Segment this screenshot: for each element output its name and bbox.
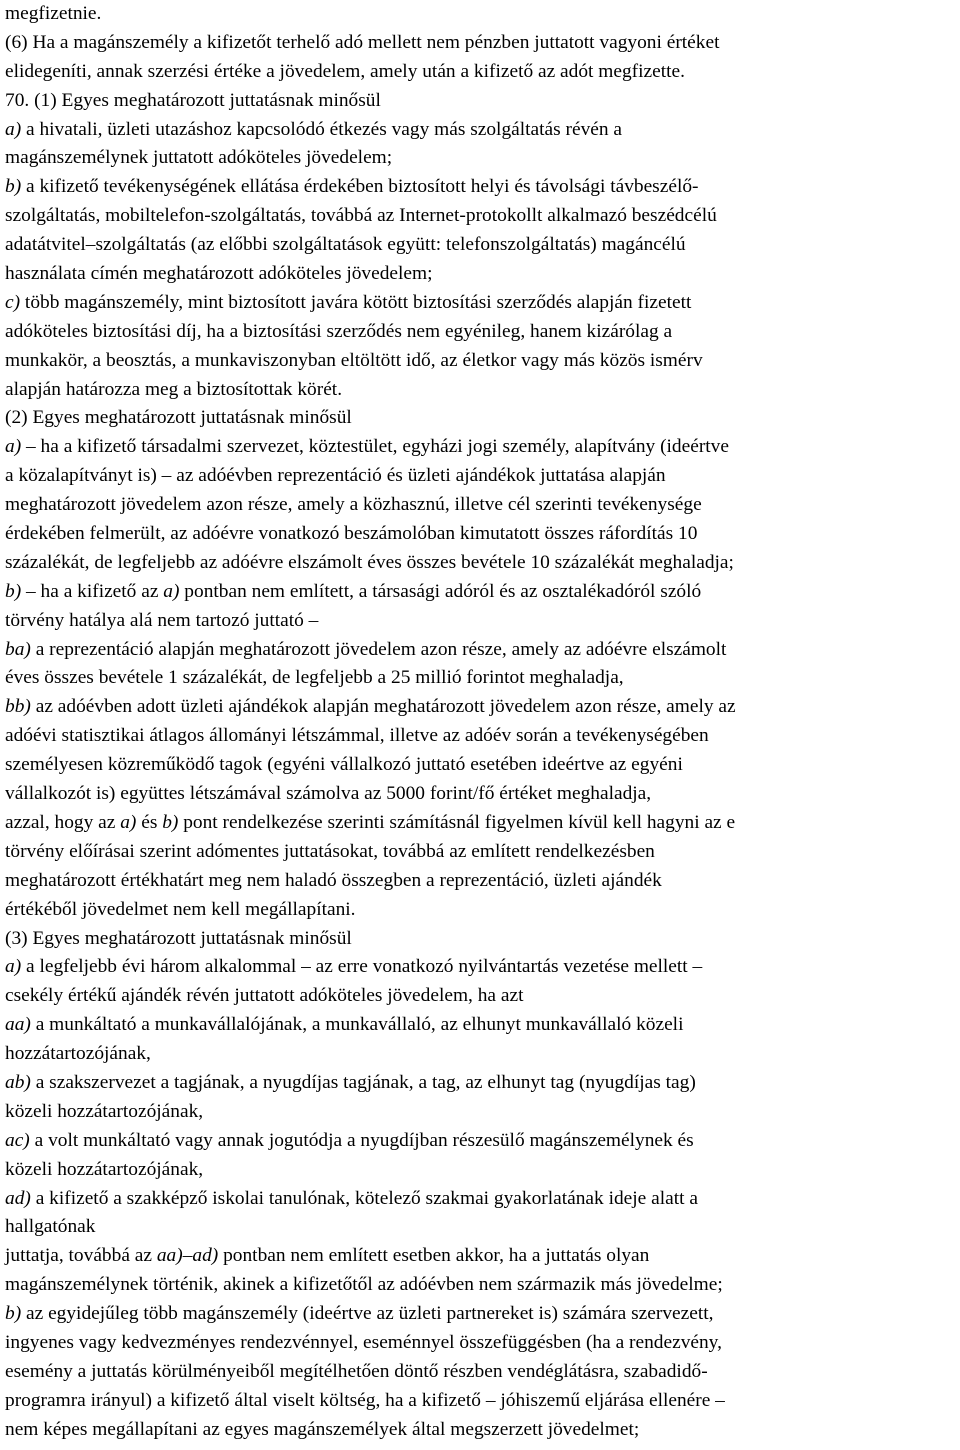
text-run: a munkáltató a munkavállalójának, a munkavállaló, az elhunyt munkavállaló közeli: [30, 1014, 684, 1036]
point-label: a): [163, 580, 180, 602]
text-line: [5, 1011, 957, 1040]
point-label: ba): [5, 638, 31, 660]
text-line: [5, 664, 957, 693]
text-run: azzal, hogy az: [5, 811, 121, 833]
text-run: a hivatali, üzleti utazáshoz kapcsolódó étkezés vagy más szolgáltatás révén a: [21, 118, 623, 140]
text-line: [5, 693, 957, 722]
point-label: ab): [5, 1071, 31, 1093]
text-line: [5, 231, 957, 260]
text-run: – ha a kifizető társadalmi szervezet, köztestület, egyházi jogi személy, alapítvány (ideértve: [21, 436, 729, 458]
text-run: vállalkozót is) együttes létszámával számolva az 5000 forint/fő értéket meghaladja,: [5, 783, 652, 805]
text-line: [5, 1271, 957, 1300]
text-line: [5, 144, 957, 173]
point-label: ac): [5, 1129, 30, 1151]
text-run: a szakszervezet a tagjának, a nyugdíjas tagjának, a tag, az elhunyt tag (nyugdíjas tag): [30, 1071, 696, 1093]
text-run: elidegeníti, annak szerzési értéke a jövedelem, amely után a kifizető az adót megfizette.: [5, 60, 685, 82]
text-line: [5, 578, 957, 607]
text-run: a kifizető a szakképző iskolai tanulónak, kötelező szakmai gyakorlatának ideje alatt a: [30, 1187, 698, 1209]
text-line: [5, 1387, 957, 1416]
text-line: [5, 867, 957, 896]
text-line: [5, 318, 957, 347]
text-run: 70. (1) Egyes meghatározott juttatásnak minősül: [5, 89, 381, 111]
text-line: [5, 202, 957, 231]
text-line: [5, 491, 957, 520]
text-line: [5, 520, 957, 549]
text-run: hozzátartozójának,: [5, 1043, 151, 1065]
text-run: meghatározott értékhatárt meg nem haladó összegben a reprezentáció, üzleti ajándék: [5, 869, 662, 891]
text-run: pont rendelkezése szerinti számításnál figyelmen kívül kell hagyni az e: [178, 811, 736, 833]
text-run: érdekében felmerült, az adóévre vonatkozó beszámolóban kimutatott összes ráfordítás 10: [5, 523, 698, 545]
point-label: a): [120, 811, 137, 833]
point-label: a): [5, 436, 22, 458]
text-line: [5, 636, 957, 665]
text-run: adóköteles biztosítási díj, ha a biztosítási szerződés nem egyénileg, hanem kizárólag a: [5, 320, 673, 342]
text-run: a kifizető tevékenységének ellátása érdekében biztosított helyi és távolsági távbeszélő-: [21, 176, 699, 198]
text-line: [5, 838, 957, 867]
text-line: [5, 1416, 957, 1445]
text-run: törvény előírásai szerint adómentes juttatásokat, továbbá az említett rendelkezésben: [5, 840, 655, 862]
text-run: használata címén meghatározott adóköteles jövedelem;: [5, 263, 433, 285]
text-line: [5, 1329, 957, 1358]
text-run: a volt munkáltató vagy annak jogutódja a nyugdíjban részesülő magánszemélynek és: [29, 1129, 694, 1151]
text-run: juttatja, továbbá az: [5, 1245, 157, 1267]
text-run: és: [136, 811, 163, 833]
text-run: meghatározott jövedelem azon része, amely a közhasznú, illetve cél szerinti tevékenysége: [5, 494, 702, 516]
text-run: csekély értékű ajándék révén juttatott adóköteles jövedelem, ha azt: [5, 985, 524, 1007]
point-label: a): [5, 118, 22, 140]
text-run: alapján határozza meg a biztosítottak körét.: [5, 378, 343, 400]
text-line: [5, 1098, 957, 1127]
text-run: munkakör, a beosztás, a munkaviszonyban eltöltött idő, az életkor vagy más közös ismérv: [5, 349, 703, 371]
text-line: [5, 982, 957, 1011]
text-run: (3) Egyes meghatározott juttatásnak minősül: [5, 927, 352, 949]
point-label: ad): [5, 1187, 31, 1209]
text-line: [5, 1040, 957, 1069]
text-line: [5, 1213, 957, 1242]
text-run: adóévi statisztikai átlagos állományi létszámmal, illetve az adóév során a tevékenységében: [5, 725, 709, 747]
text-run: adatátvitel–szolgáltatás (az előbbi szolgáltatások együtt: telefonszolgáltatás) magáncélú: [5, 234, 686, 256]
point-label: c): [5, 291, 21, 313]
text-run: programra irányul) a kifizető által viselt költség, ha a kifizető – jóhiszemű eljárása ellenére –: [5, 1389, 725, 1411]
text-line: [5, 404, 957, 433]
text-run: törvény hatálya alá nem tartozó juttató –: [5, 609, 319, 631]
text-line: [5, 1300, 957, 1329]
text-line: [5, 925, 957, 954]
text-run: közeli hozzátartozójának,: [5, 1158, 204, 1180]
point-label: b): [5, 580, 22, 602]
text-run: pontban nem említett, a társasági adóról és az osztalékadóról szóló: [179, 580, 702, 602]
text-line: [5, 607, 957, 636]
text-line: [5, 896, 957, 925]
text-run: – ha a kifizető az: [21, 580, 164, 602]
text-run: szolgáltatás, mobiltelefon-szolgáltatás, továbbá az Internet-protokollt alkalmazó beszédcélú: [5, 205, 717, 227]
text-run: közeli hozzátartozójának,: [5, 1100, 204, 1122]
text-run: a legfeljebb évi három alkalommal – az erre vonatkozó nyilvántartás vezetése mellett –: [21, 956, 703, 978]
text-run: megfizetnie.: [5, 3, 102, 24]
text-run: esemény a juttatás körülményeiből megítélhetően döntő részben vendéglátásra, szabadidő-: [5, 1360, 708, 1382]
text-run: személyesen közreműködő tagok (egyéni vállalkozó juttató esetében ideértve az egyéni: [5, 754, 683, 776]
text-line: [5, 953, 957, 982]
text-line: [5, 549, 957, 578]
text-run: ingyenes vagy kedvezményes rendezvénnyel, eseménnyel összefüggésben (ha a rendezvény,: [5, 1331, 722, 1353]
text-line: [5, 722, 957, 751]
point-label: bb): [5, 696, 31, 718]
text-line: [5, 116, 957, 145]
text-run: éves összes bevétele 1 százalékát, de legfeljebb a 25 millió forintot meghaladja,: [5, 667, 624, 689]
text-run: a reprezentáció alapján meghatározott jövedelem azon része, amely az adóévre elszámolt: [30, 638, 727, 660]
text-line: [5, 1069, 957, 1098]
text-run: nem képes megállapítani az egyes magánszemélyek által megszerzett jövedelmet;: [5, 1418, 640, 1440]
text-line: [5, 780, 957, 809]
point-label: b): [162, 811, 179, 833]
text-line: [5, 376, 957, 405]
text-run: az egyidejűleg több magánszemély (ideértve az üzleti partnereket is) számára szervezett,: [21, 1303, 714, 1325]
text-line: [5, 751, 957, 780]
text-line: [5, 433, 957, 462]
text-line: [5, 1127, 957, 1156]
document-page: [5, 0, 957, 1445]
text-line: [5, 58, 957, 87]
text-line: [5, 1242, 957, 1271]
text-run: hallgatónak: [5, 1216, 96, 1238]
point-label: aa)–ad): [156, 1245, 219, 1267]
text-run: a közalapítványt is) – az adóévben reprezentáció és üzleti ajándékok juttatása alapján: [5, 465, 666, 487]
text-line: [5, 1185, 957, 1214]
text-line: [5, 260, 957, 289]
text-run: több magánszemély, mint biztosított javára kötött biztosítási szerződés alapján fizetett: [20, 291, 692, 313]
text-run: magánszemélynek történik, akinek a kifizetőtől az adóévben nem származik más jövedelme;: [5, 1274, 723, 1296]
point-label: b): [5, 176, 22, 198]
text-line: [5, 0, 957, 29]
text-run: pontban nem említett esetben akkor, ha a juttatás olyan: [218, 1245, 650, 1267]
text-line: [5, 173, 957, 202]
point-label: aa): [5, 1014, 31, 1036]
text-run: (6) Ha a magánszemély a kifizetőt terhelő adó mellett nem pénzben juttatott vagyoni értéket: [5, 31, 720, 53]
text-line: [5, 809, 957, 838]
point-label: a): [5, 956, 22, 978]
text-line: [5, 29, 957, 58]
text-line: [5, 289, 957, 318]
text-run: az adóévben adott üzleti ajándékok alapján meghatározott jövedelem azon része, amely az: [30, 696, 736, 718]
point-label: b): [5, 1303, 22, 1325]
text-run: százalékát, de legfeljebb az adóévre elszámolt éves összes bevétele 10 százalékát meghaladja;: [5, 551, 734, 573]
text-line: [5, 1156, 957, 1185]
text-run: magánszemélynek juttatott adóköteles jövedelem;: [5, 147, 393, 169]
text-line: [5, 347, 957, 376]
text-line: [5, 1358, 957, 1387]
text-line: [5, 462, 957, 491]
text-run: értékéből jövedelmet nem kell megállapítani.: [5, 898, 356, 920]
text-run: (2) Egyes meghatározott juttatásnak minősül: [5, 407, 352, 429]
text-line: [5, 87, 957, 116]
